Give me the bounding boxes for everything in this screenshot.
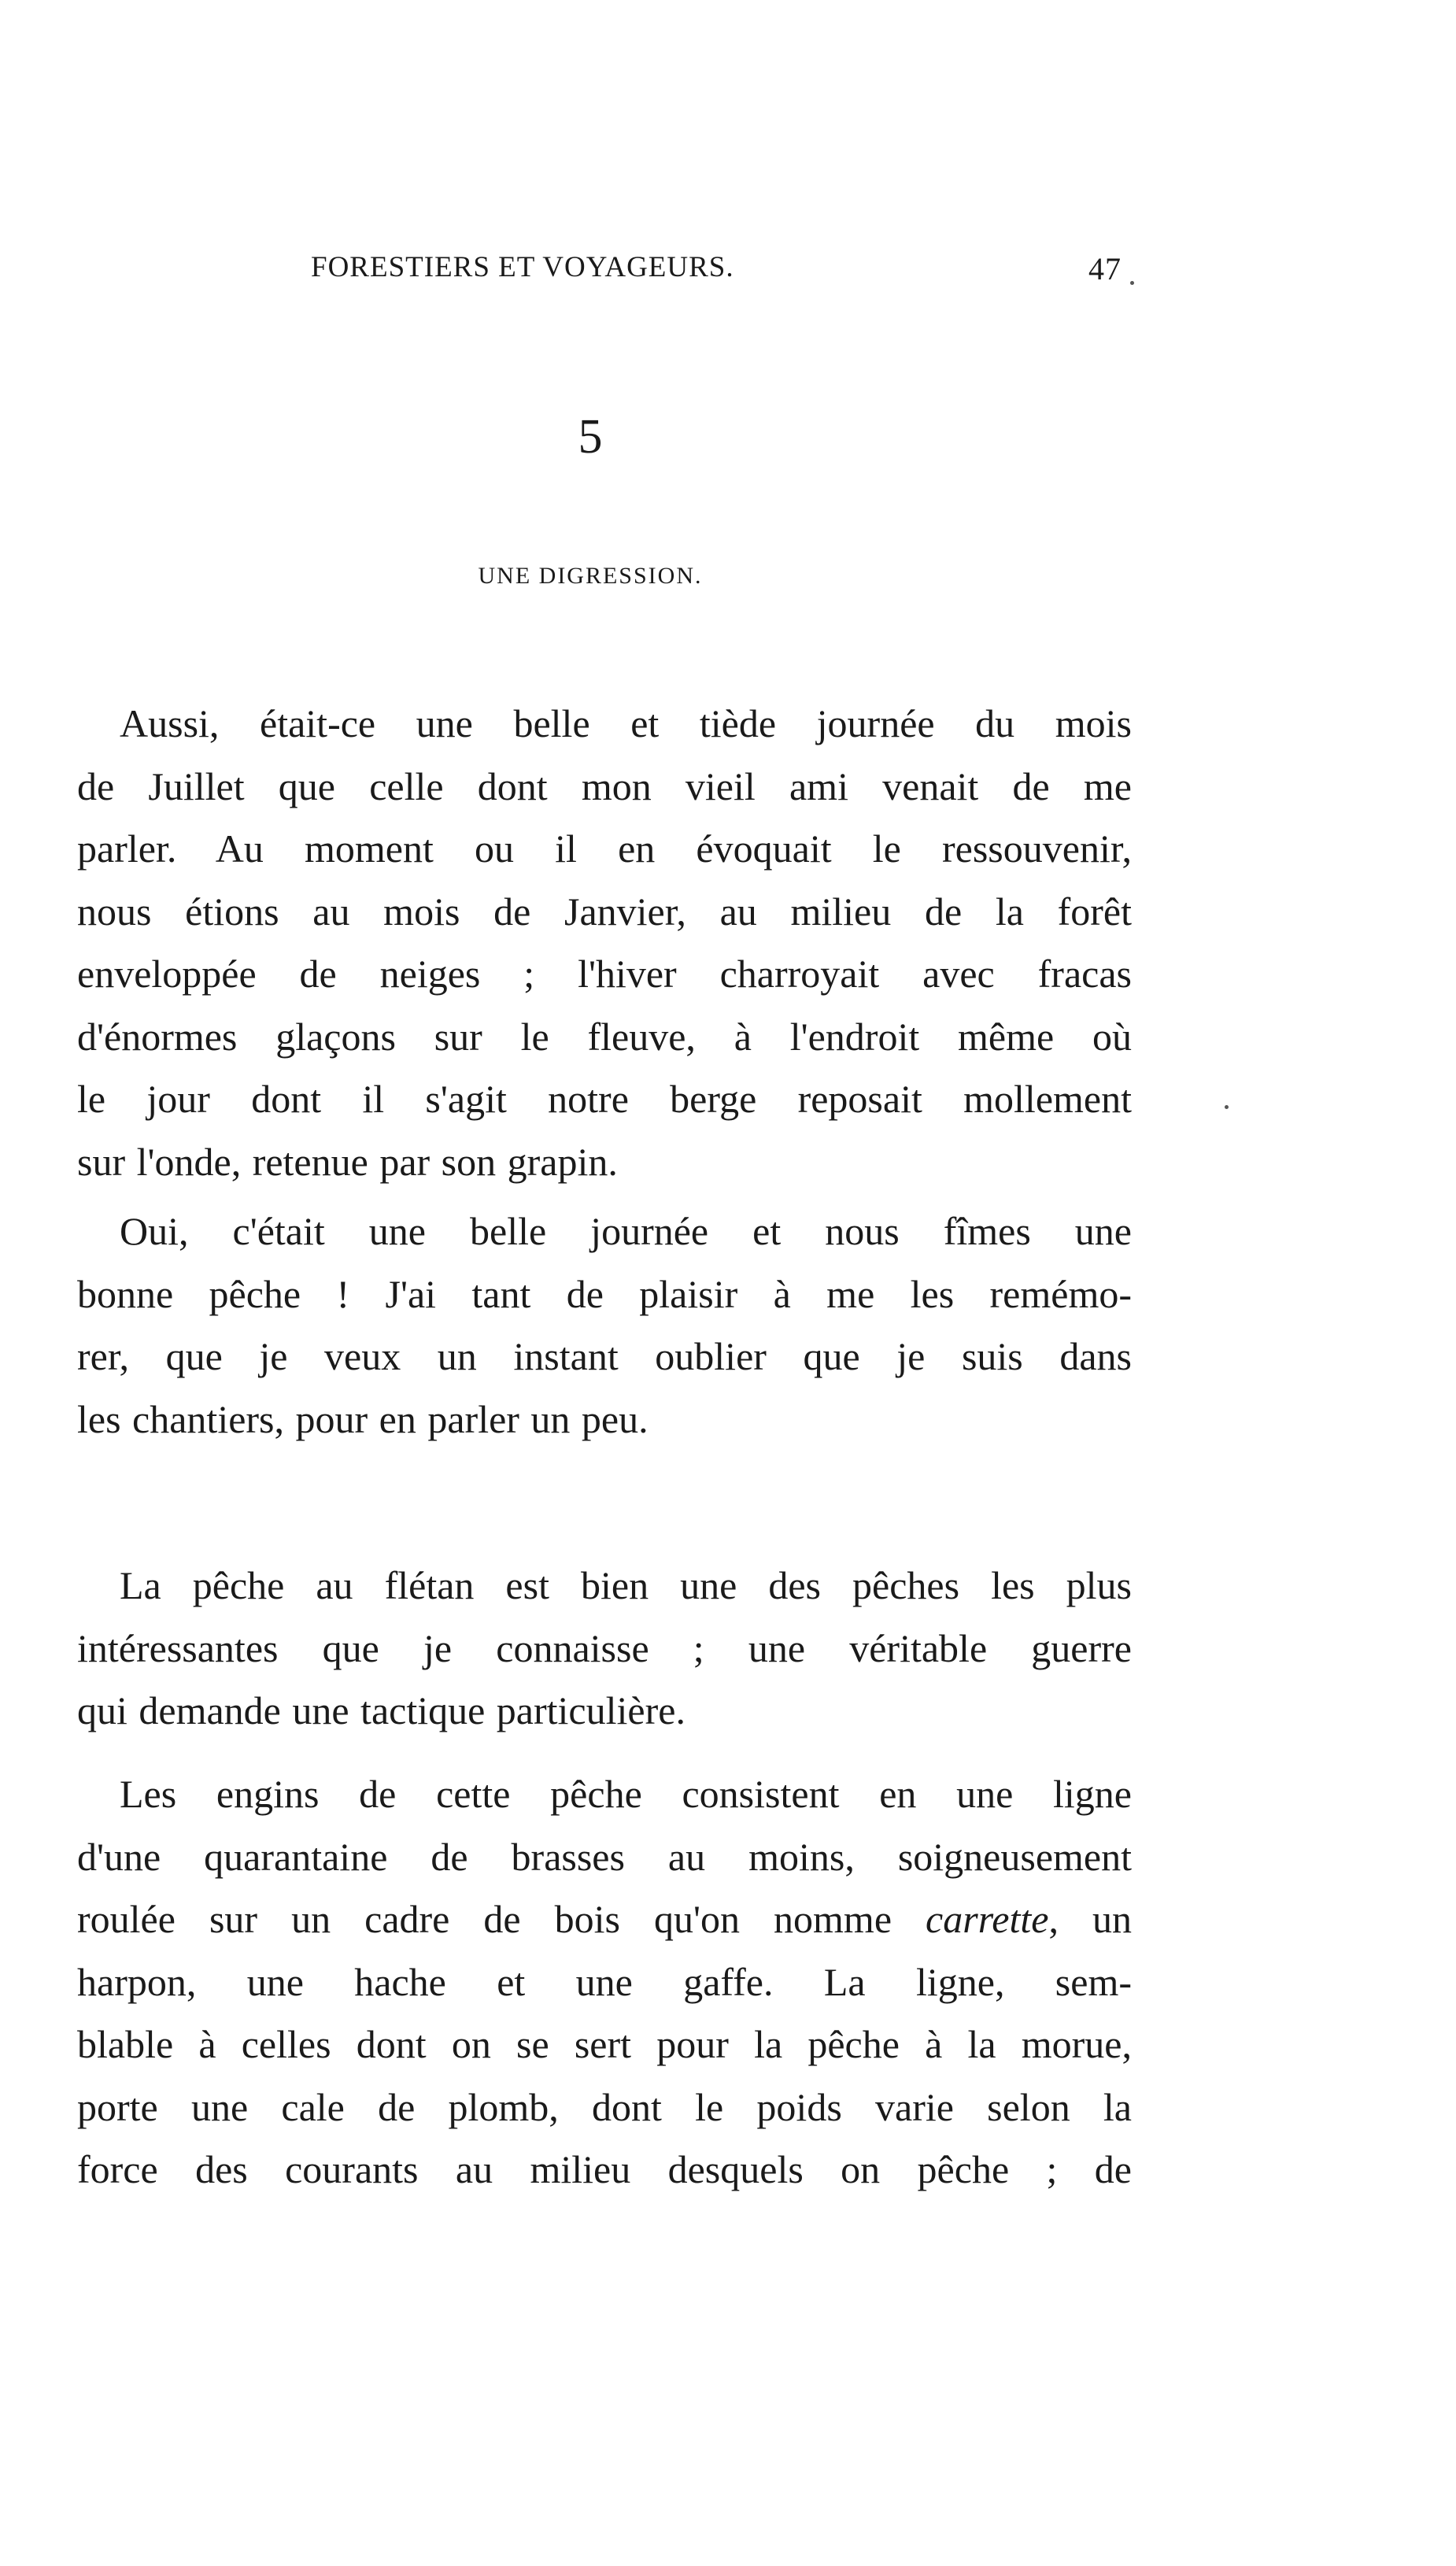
text-fragment: roulée sur un cadre de bois qu'on nomme	[77, 1897, 892, 1941]
text-line: rer, que je veux un instant oublier que je suis dans	[77, 1334, 1132, 1378]
text-line: blable à celles dont on se sert pour la pêche à la morue,	[77, 2022, 1132, 2066]
text-line: parler. Au moment ou il en évoquait le ressouvenir,	[77, 826, 1132, 871]
text-line: d'énormes glaçons sur le fleuve, à l'endroit même où	[77, 1014, 1132, 1059]
paragraph	[77, 1200, 1132, 1451]
stray-mark	[1225, 1105, 1229, 1109]
text-line: harpon, une hache et une gaffe. La ligne, sem-	[77, 1959, 1132, 2004]
running-head	[311, 250, 1122, 298]
text-line: Aussi, était-ce une belle et tiède journée du mois	[120, 701, 1132, 745]
text-line: enveloppée de neiges ; l'hiver charroyait avec fracas	[77, 952, 1132, 996]
section-number: 5	[578, 410, 603, 464]
page-number: 47	[1088, 251, 1122, 287]
text-line: porte une cale de plomb, dont le poids varie selon la	[77, 2084, 1132, 2129]
text-fragment: , un	[1048, 1897, 1132, 1941]
text-line: les chantiers, pour en parler un peu.	[77, 1396, 649, 1441]
section-heading: UNE DIGRESSION.	[478, 563, 703, 589]
paragraph	[77, 1763, 1132, 2202]
text-line: La pêche au flétan est bien une des pêches les plus	[120, 1563, 1132, 1607]
text-line: d'une quarantaine de brasses au moins, soigneusement	[77, 1834, 1132, 1879]
text-line: qui demande une tactique particulière.	[77, 1688, 686, 1732]
paragraph	[77, 1555, 1132, 1743]
text-line: bonne pêche ! J'ai tant de plaisir à me les remémo-	[77, 1271, 1132, 1316]
paragraph	[77, 693, 1132, 1193]
text-line: intéressantes que je connaisse ; une véritable guerre	[77, 1625, 1132, 1670]
text-line: de Juillet que celle dont mon vieil ami venait de me	[77, 764, 1132, 808]
text-line: le jour dont il s'agit notre berge reposait mollement	[77, 1077, 1132, 1121]
text-line: sur l'onde, retenue par son grapin.	[77, 1139, 618, 1184]
italic-term: carrette	[926, 1897, 1049, 1941]
running-title: FORESTIERS ET VOYAGEURS.	[311, 251, 734, 283]
text-line	[77, 1888, 1132, 1951]
text-line: Les engins de cette pêche consistent en une ligne	[120, 1772, 1132, 1816]
stray-mark	[1130, 281, 1134, 285]
text-line: Oui, c'était une belle journée et nous fîmes une	[120, 1209, 1132, 1253]
text-line: force des courants au milieu desquels on pêche ; de	[77, 2147, 1132, 2191]
text-line: nous étions au mois de Janvier, au milieu de la forêt	[77, 889, 1132, 934]
